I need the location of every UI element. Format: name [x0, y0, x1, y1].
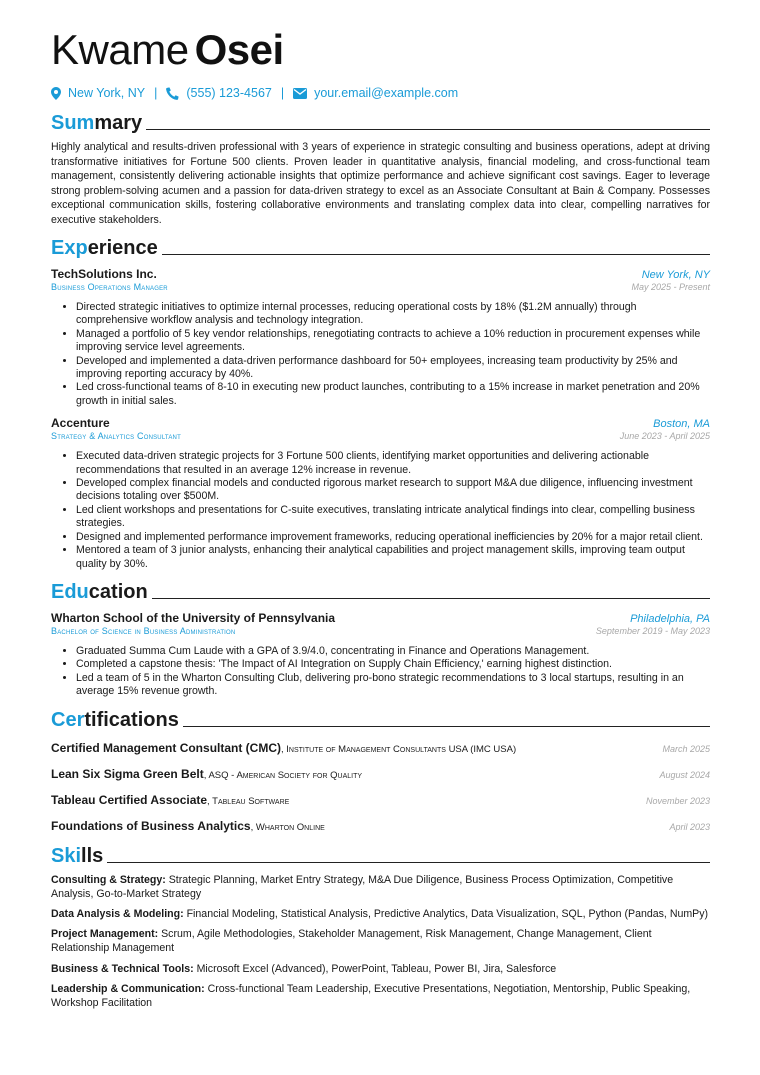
- skill-category: Consulting & Strategy:: [51, 873, 166, 886]
- education-entry: [51, 611, 710, 699]
- skill-group: [51, 873, 710, 901]
- phone-text: (555) 123-4567: [186, 86, 272, 100]
- last-name: Osei: [194, 26, 284, 73]
- certification-issuer: , Institute of Management Consultants USA (IMC USA): [281, 743, 517, 755]
- certification-date: November 2023: [645, 795, 710, 806]
- bullet-item: • Directed strategic initiatives to optimize internal processes, reducing operational costs by 18% ($1.2M annually) through comprehensive workflow analysis and technology integration.: [76, 301, 710, 328]
- section-rule: [107, 862, 710, 863]
- first-name: Kwame: [51, 26, 189, 73]
- bullet-item: • Led cross-functional teams of 8-10 in executing new product launches, contributing to a 15% increase in market penetration and 20% growth in initial sales.: [76, 381, 710, 408]
- degree-title: Bachelor of Science in Business Administration: [51, 625, 236, 636]
- summary-heading-rest: mary: [94, 112, 143, 134]
- school-location: Philadelphia, PA: [630, 612, 710, 625]
- skill-category: Leadership & Communication:: [51, 982, 205, 995]
- section-rule: [152, 598, 710, 599]
- job-title: Business Operations Manager: [51, 282, 168, 292]
- education-dates: September 2019 - May 2023: [595, 625, 710, 636]
- experience-heading-highlight: Exp: [51, 237, 88, 259]
- certification-issuer: , Tableau Software: [207, 795, 290, 807]
- skill-category: Project Management:: [51, 928, 159, 941]
- map-marker-icon: [51, 87, 61, 100]
- job-bullets: [51, 301, 710, 408]
- contact-phone[interactable]: [166, 86, 271, 100]
- skill-group: [51, 927, 710, 955]
- bullet-item: • Led client workshops and presentations for C-suite executives, translating intricate analytical findings into clear, compelling business strategies.: [76, 504, 710, 531]
- location-text: New York, NY: [68, 86, 146, 100]
- certification-item: [51, 791, 710, 809]
- certifications-heading-highlight: Cer: [51, 708, 85, 731]
- job-location: New York, NY: [641, 269, 710, 281]
- certification-item: [51, 765, 710, 783]
- certification-name: Certified Management Consultant (CMC): [51, 740, 282, 755]
- candidate-name: [51, 28, 710, 72]
- contact-location: [51, 86, 145, 100]
- certification-item: [51, 739, 710, 757]
- certification-name: Foundations of Business Analytics: [51, 818, 251, 833]
- skill-list: Scrum, Agile Methodologies, Stakeholder Management, Risk Management, Change Management, Client Relationship Management: [51, 928, 652, 955]
- education-heading-rest: cation: [88, 580, 148, 603]
- school-name: Wharton School of the University of Pennsylvania: [51, 610, 336, 625]
- experience-heading: [51, 235, 710, 259]
- contact-separator: |: [280, 86, 285, 100]
- envelope-icon: [293, 88, 307, 99]
- job-location: Boston, MA: [653, 418, 710, 431]
- contact-bar: [51, 84, 710, 102]
- email-link: your.email@example.com: [314, 86, 459, 100]
- section-rule: [146, 129, 710, 130]
- skill-list: Financial Modeling, Statistical Analysis, Predictive Analytics, Data Visualization, SQL, Python (Pandas, NumPy): [183, 907, 709, 920]
- bullet-item: • Developed and implemented a data-driven performance dashboard for 50+ employees, increasing team productivity by 25% and improving reporting accuracy by 40%.: [76, 355, 710, 382]
- bullet-item: • Designed and implemented performance improvement frameworks, reducing operational inefficiencies by 20% for a major retail client.: [76, 531, 710, 544]
- section-rule: [162, 254, 710, 255]
- employer-name: TechSolutions Inc.: [51, 267, 157, 281]
- skills-heading-highlight: Ski: [51, 844, 82, 867]
- job-title: Strategy & Analytics Consultant: [51, 431, 181, 442]
- summary-heading: [51, 110, 710, 134]
- skill-category: Data Analysis & Modeling:: [51, 907, 184, 920]
- certification-issuer: , ASQ - American Society for Quality: [203, 769, 363, 781]
- skill-group: [51, 907, 710, 921]
- job-dates: May 2025 - Present: [631, 282, 710, 292]
- skills-heading-rest: lls: [81, 844, 104, 867]
- certifications-heading: [51, 707, 710, 731]
- bullet-item: • Executed data-driven strategic projects for 3 Fortune 500 clients, identifying market opportunities and delivering actionable recommendations that resulted in an average 12% increase in revenue.: [76, 450, 710, 477]
- skill-group: [51, 962, 710, 976]
- education-bullets: [51, 645, 710, 699]
- contact-separator: |: [154, 86, 158, 100]
- bullet-item: • Mentored a team of 3 junior analysts, enhancing their analytical capabilities and project management skills, improving team output quality by 30%.: [76, 544, 710, 571]
- job-dates: June 2023 - April 2025: [619, 431, 710, 442]
- certifications-heading-rest: tifications: [84, 708, 179, 731]
- skill-category: Business & Technical Tools:: [51, 962, 194, 975]
- certification-item: [51, 817, 710, 835]
- skill-list: Microsoft Excel (Advanced), PowerPoint, Tableau, Power BI, Jira, Salesforce: [193, 962, 557, 975]
- bullet-item: • Developed complex financial models and conducted rigorous market research to support M&A due diligence, influencing investment decisions totaling over $500M.: [76, 477, 710, 504]
- experience-entry: [51, 416, 710, 571]
- summary-heading-highlight: Sum: [51, 112, 95, 134]
- summary-text: Highly analytical and results-driven professional with 3 years of experience in strategic consulting and business operations, adept at driving transformative initiatives for Fortune 500 clients. Proven leader in quantitative analysis, financial modeling, and cross-functional team management, consistently delivering actionable insights that optimize performance and achieve significant cost savings. Eager to leverage strong problem-solving acumen and a passion for data-driven strategy to excel as an Associate Consultant at Bain & Company. Possesses exceptional communication skills, fostering collaborative environments and translating complex data into clear, compelling narratives for executive stakeholders.: [51, 141, 710, 226]
- certification-date: March 2025: [662, 743, 710, 754]
- bullet-item: • Completed a capstone thesis: 'The Impact of AI Integration on Supply Chain Efficiency,' earning highest distinction.: [76, 658, 710, 671]
- education-heading-highlight: Edu: [51, 580, 89, 603]
- bullet-item: • Led a team of 5 in the Wharton Consulting Club, delivering pro-bono strategic recommendations to 3 local startups, resulting in an average 15% revenue growth.: [76, 672, 710, 699]
- certification-name: Lean Six Sigma Green Belt: [51, 766, 204, 781]
- job-bullets: [51, 450, 710, 571]
- bullet-item: • Graduated Summa Cum Laude with a GPA of 3.9/4.0, concentrating in Finance and Operations Management.: [76, 645, 710, 658]
- certification-name: Tableau Certified Associate: [51, 792, 208, 807]
- bullet-item: • Managed a portfolio of 5 key vendor relationships, renegotiating contracts to achieve a 10% reduction in procurement expenses while improving service level agreements.: [76, 328, 710, 355]
- skills-heading: [51, 843, 710, 867]
- experience-entry: [51, 267, 710, 408]
- education-heading: [51, 579, 710, 603]
- employer-name: Accenture: [51, 416, 110, 431]
- skill-group: [51, 982, 710, 1010]
- certification-date: August 2024: [659, 769, 710, 780]
- skill-list: Strategic Planning, Market Entry Strategy, M&A Due Diligence, Business Process Optimization, Competitive Analysis, Go-to-Market Strategy: [51, 873, 674, 900]
- phone-icon: [166, 87, 179, 100]
- certification-issuer: , Wharton Online: [250, 821, 325, 833]
- experience-heading-rest: erience: [87, 237, 158, 259]
- contact-email[interactable]: [293, 86, 458, 100]
- certification-date: April 2023: [669, 821, 710, 832]
- skill-list: Cross-functional Team Leadership, Executive Presentations, Negotiation, Mentorship, Public Speaking, Workshop Facilitation: [51, 982, 691, 1009]
- section-rule: [183, 726, 710, 727]
